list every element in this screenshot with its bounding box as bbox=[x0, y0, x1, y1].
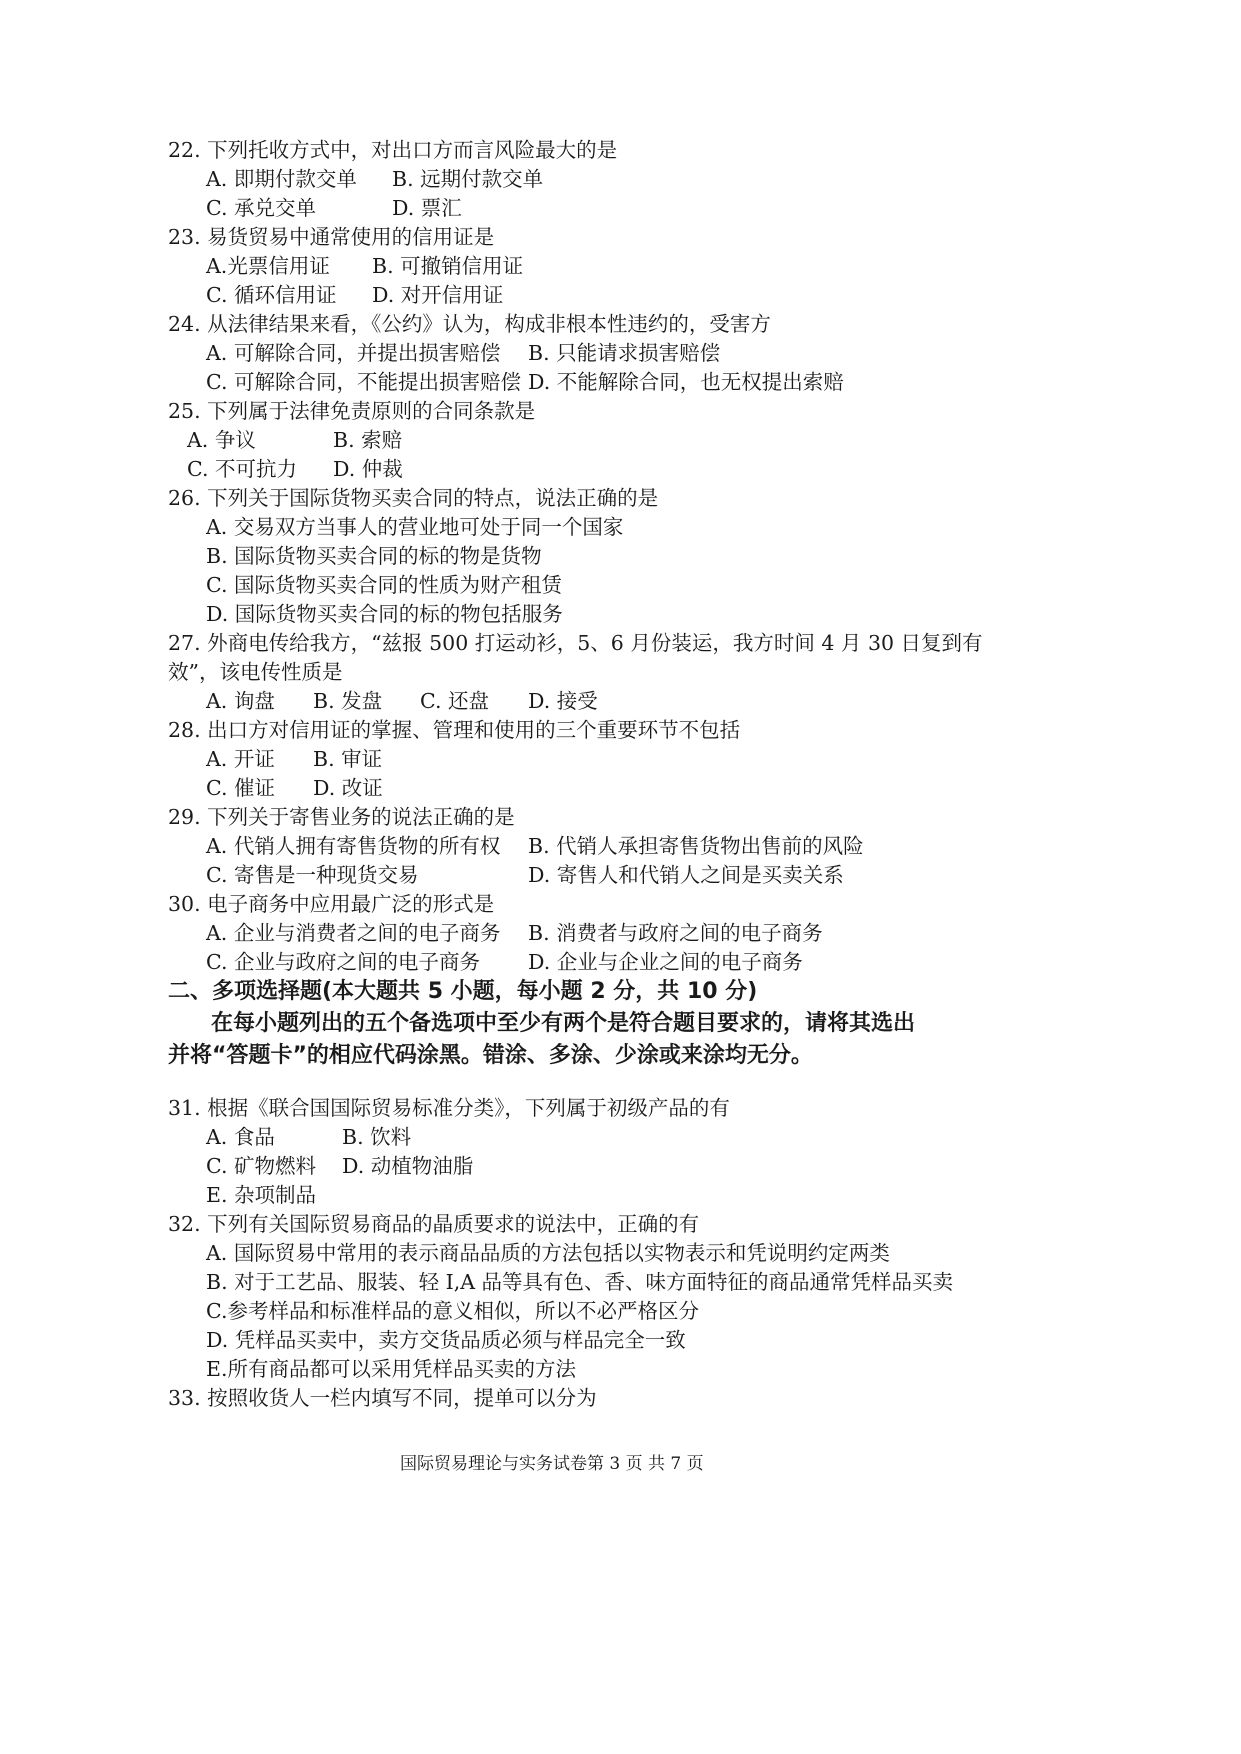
option-a: A. 食品 bbox=[206, 1125, 275, 1149]
option-b: B. 对于工艺品、服装、轻 I,A 品等具有色、香、味方面特征的商品通常凭样品买卖 bbox=[206, 1270, 954, 1294]
option-d: D. 国际货物买卖合同的标的物包括服务 bbox=[206, 602, 563, 626]
option-b: B. 发盘 bbox=[313, 689, 383, 713]
question-stem: 29. 下列关于寄售业务的说法正确的是 bbox=[168, 805, 515, 829]
option-b: B. 可撤销信用证 bbox=[372, 254, 524, 278]
question-stem: 22. 下列托收方式中，对出口方而言风险最大的是 bbox=[168, 138, 618, 162]
question-stem: 32. 下列有关国际贸易商品的晶质要求的说法中，正确的有 bbox=[168, 1212, 700, 1236]
question-stem: 28. 出口方对信用证的掌握、管理和使用的三个重要环节不包括 bbox=[168, 718, 741, 742]
section-instructions: 在每小题列出的五个备选项中至少有两个是符合题目要求的，请将其选出 bbox=[211, 1011, 916, 1036]
option-a: A. 即期付款交单 bbox=[206, 167, 357, 191]
option-c: C. 承兑交单 bbox=[206, 196, 316, 220]
option-b: B. 只能请求损害赔偿 bbox=[528, 341, 721, 365]
option-b: B. 审证 bbox=[313, 747, 383, 771]
option-d: D. 票汇 bbox=[392, 196, 462, 220]
option-e: E. 杂项制品 bbox=[206, 1183, 316, 1207]
option-c: C. 还盘 bbox=[420, 689, 489, 713]
question-stem: 25. 下列属于法律免责原则的合同条款是 bbox=[168, 399, 536, 423]
option-d: D. 凭样品买卖中，卖方交货品质必须与样品完全一致 bbox=[206, 1328, 686, 1352]
question-stem: 27. 外商电传给我方，“兹报 500 打运动衫，5、6 月份装运，我方时间 4 月 30 日复到有 bbox=[168, 631, 983, 655]
option-d: D. 动植物油脂 bbox=[342, 1154, 474, 1178]
option-a: A.光票信用证 bbox=[206, 254, 330, 278]
option-a: A. 国际贸易中常用的表示商品品质的方法包括以实物表示和凭说明约定两类 bbox=[206, 1241, 890, 1265]
option-d: D. 改证 bbox=[313, 776, 383, 800]
option-c: C. 可解除合同，不能提出损害赔偿 bbox=[206, 370, 521, 394]
option-b: B. 代销人承担寄售货物出售前的风险 bbox=[528, 834, 864, 858]
option-b: B. 消费者与政府之间的电子商务 bbox=[528, 921, 823, 945]
option-d: D. 寄售人和代销人之间是买卖关系 bbox=[528, 863, 844, 887]
option-d: D. 对开信用证 bbox=[372, 283, 504, 307]
option-a: A. 争议 bbox=[187, 428, 256, 452]
option-a: A. 开证 bbox=[206, 747, 275, 771]
question-stem-continued: 效”，该电传性质是 bbox=[168, 660, 343, 684]
section-heading: 二、多项选择题(本大题共 5 小题，每小题 2 分，共 10 分) bbox=[168, 979, 758, 1004]
option-a: A. 企业与消费者之间的电子商务 bbox=[206, 921, 501, 945]
section-instructions-continued: 并将“答题卡”的相应代码涂黑。错涂、多涂、少涂或来涂均无分。 bbox=[168, 1043, 813, 1068]
option-a: A. 代销人拥有寄售货物的所有权 bbox=[206, 834, 501, 858]
option-c: C. 国际货物买卖合同的性质为财产租赁 bbox=[206, 573, 562, 597]
option-d: D. 企业与企业之间的电子商务 bbox=[528, 950, 803, 974]
option-a: A. 交易双方当事人的营业地可处于同一个国家 bbox=[206, 515, 624, 539]
option-c: C.参考样品和标准样品的意义相似，所以不必严格区分 bbox=[206, 1299, 699, 1323]
question-stem: 30. 电子商务中应用最广泛的形式是 bbox=[168, 892, 495, 916]
option-c: C. 寄售是一种现货交易 bbox=[206, 863, 419, 887]
option-b: B. 远期付款交单 bbox=[392, 167, 544, 191]
option-c: C. 矿物燃料 bbox=[206, 1154, 316, 1178]
question-stem: 31. 根据《联合国国际贸易标准分类》，下列属于初级产品的有 bbox=[168, 1096, 730, 1120]
option-e: E.所有商品都可以采用凭样品买卖的方法 bbox=[206, 1357, 576, 1381]
option-a: A. 询盘 bbox=[206, 689, 275, 713]
option-a: A. 可解除合同，并提出损害赔偿 bbox=[206, 341, 501, 365]
option-d: D. 不能解除合同，也无权提出索赔 bbox=[528, 370, 844, 394]
option-c: C. 循环信用证 bbox=[206, 283, 337, 307]
option-b: B. 索赔 bbox=[333, 428, 403, 452]
question-stem: 26. 下列关于国际货物买卖合同的特点，说法正确的是 bbox=[168, 486, 659, 510]
question-stem: 23. 易货贸易中通常使用的信用证是 bbox=[168, 225, 495, 249]
option-c: C. 不可抗力 bbox=[187, 457, 297, 481]
option-b: B. 饮料 bbox=[342, 1125, 412, 1149]
question-stem: 24. 从法律结果来看，《公约》认为，构成非根本性违约的，受害方 bbox=[168, 312, 771, 336]
page-footer: 国际贸易理论与实务试卷第 3 页 共 7 页 bbox=[400, 1454, 704, 1474]
option-d: D. 接受 bbox=[528, 689, 598, 713]
option-d: D. 仲裁 bbox=[333, 457, 403, 481]
option-c: C. 企业与政府之间的电子商务 bbox=[206, 950, 480, 974]
option-c: C. 催证 bbox=[206, 776, 275, 800]
option-b: B. 国际货物买卖合同的标的物是货物 bbox=[206, 544, 542, 568]
question-stem: 33. 按照收货人一栏内填写不同，提单可以分为 bbox=[168, 1386, 597, 1410]
